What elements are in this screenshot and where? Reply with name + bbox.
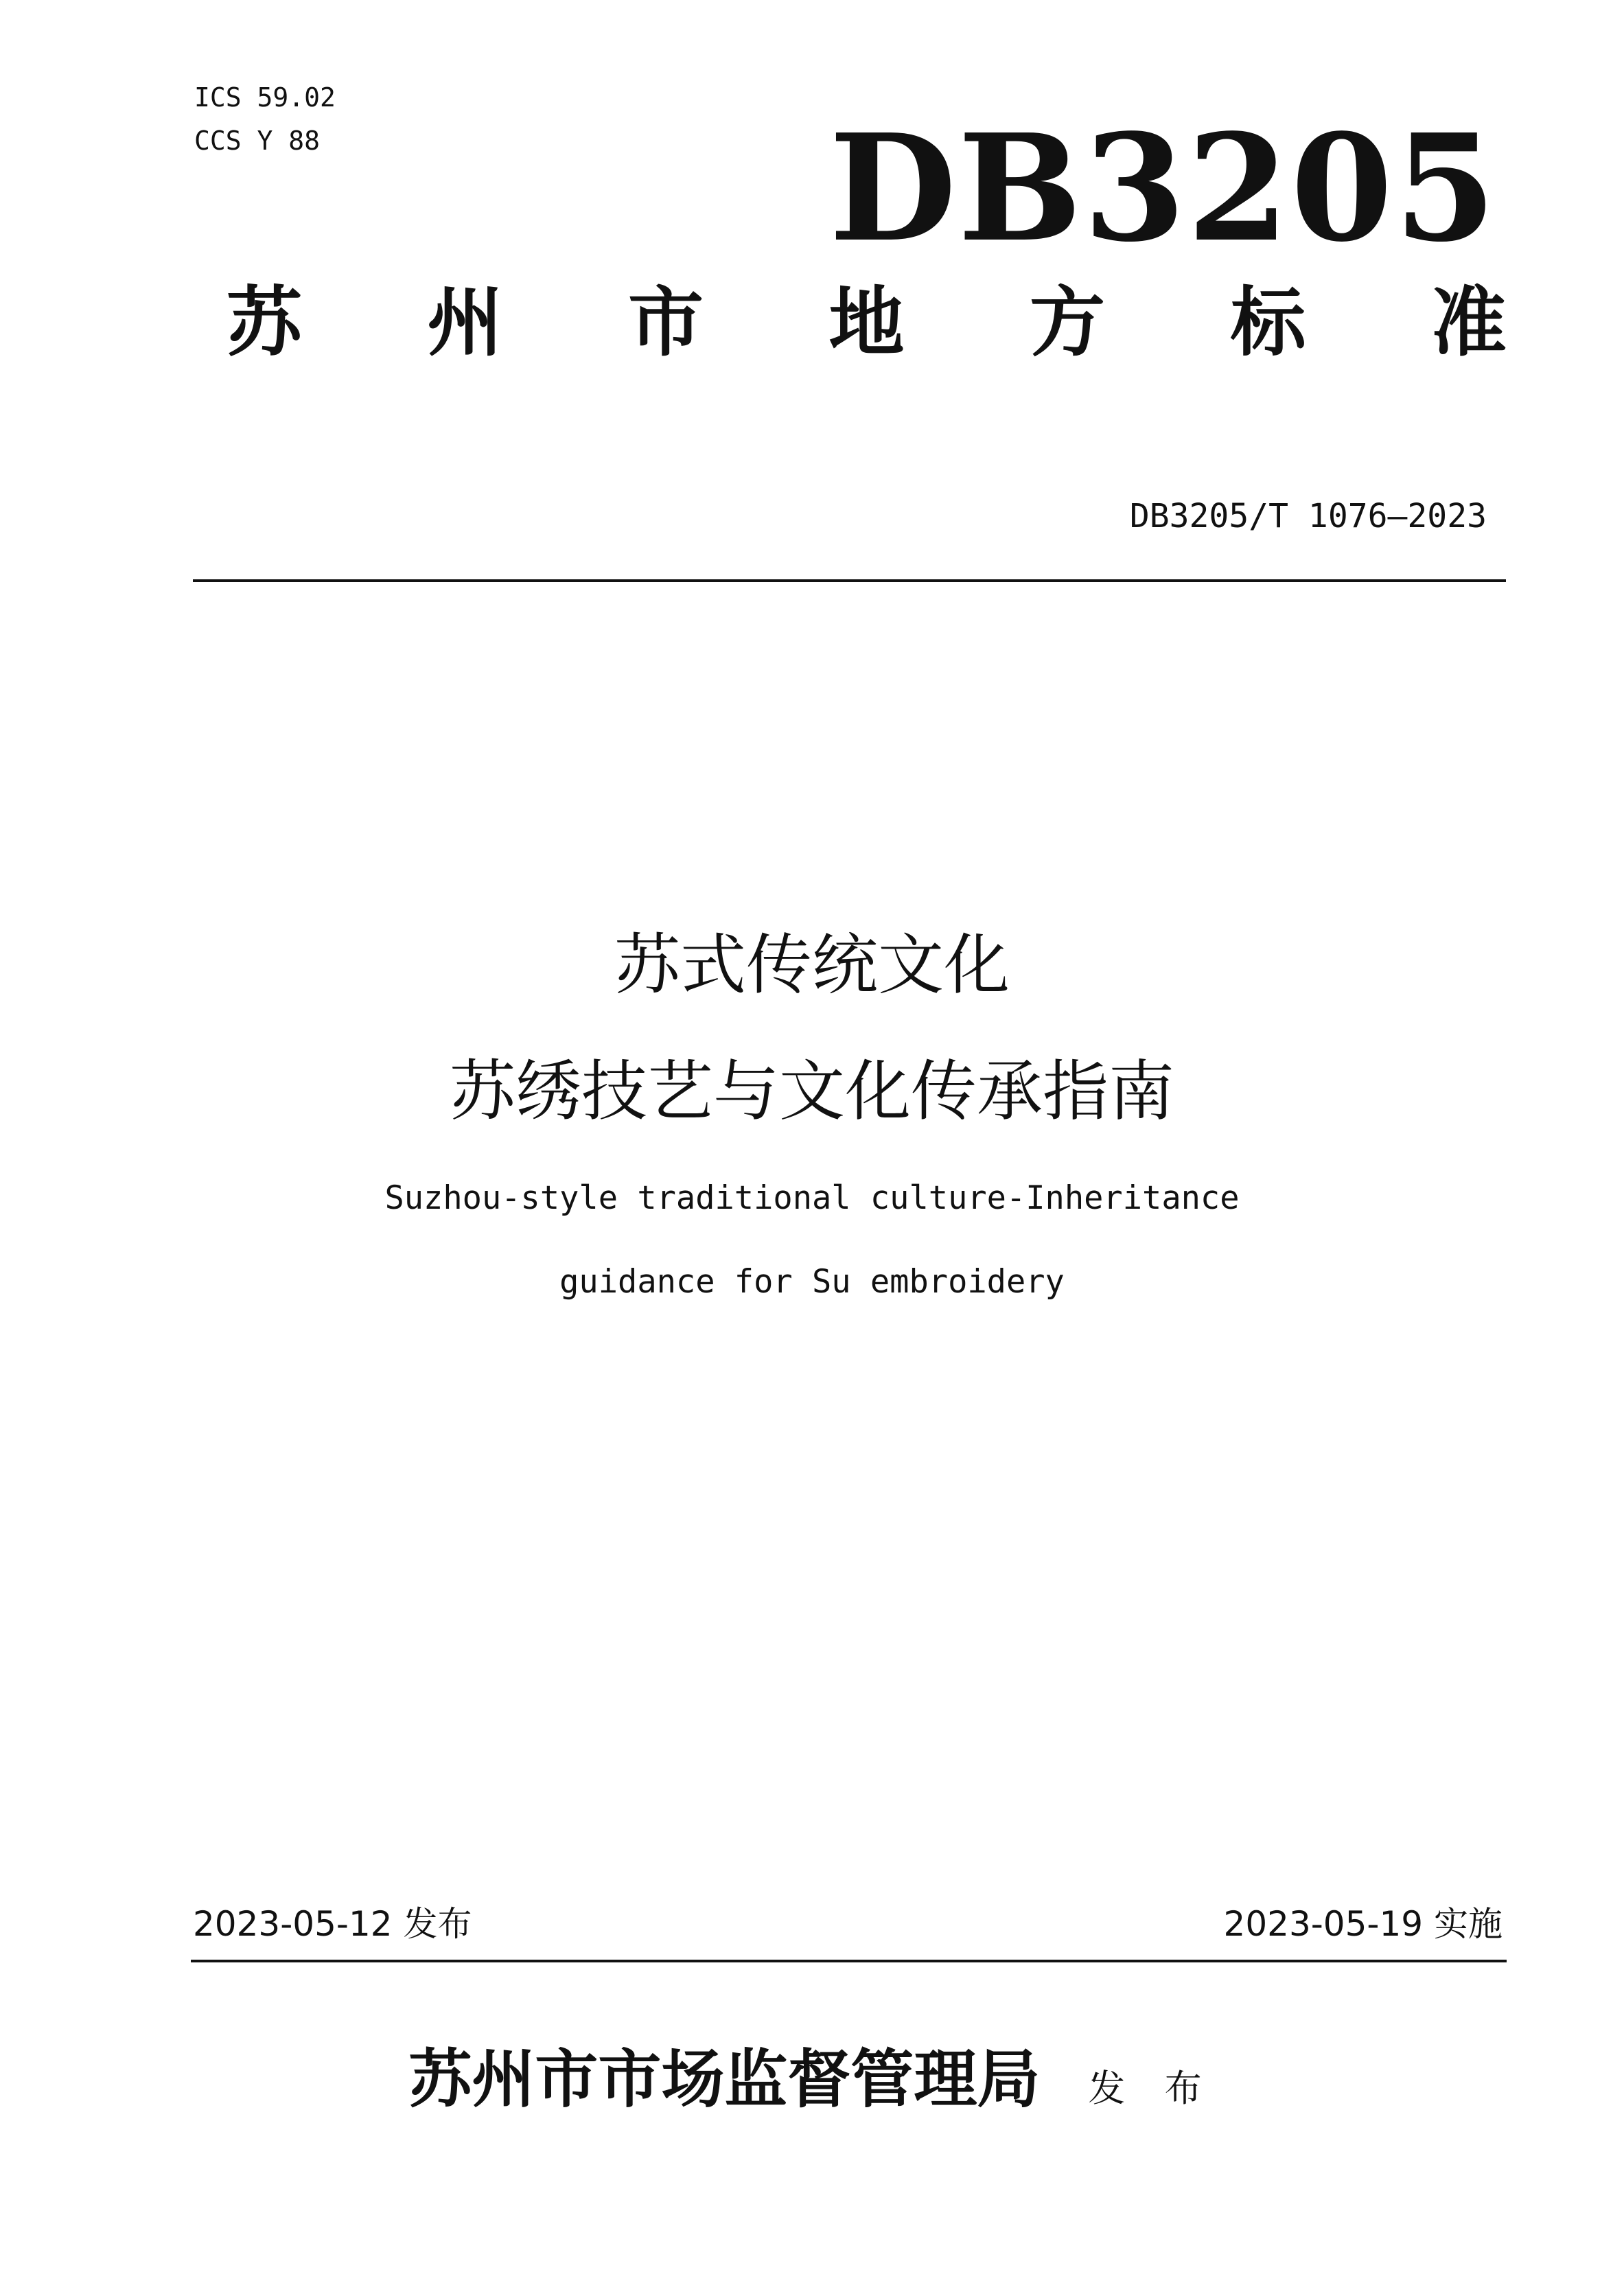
issuer-suffix: 发 布 [1088,2067,1216,2110]
standard-type-char: 标 [1230,278,1306,367]
top-divider [193,579,1506,582]
ccs-code: CCS Y 88 [194,126,321,156]
issuer-line [0,2041,1624,2126]
standard-type-char: 市 [628,278,704,367]
standard-number: DB3205/T 1076—2023 [1129,497,1487,535]
title-cn-line-2: 苏绣技艺与文化传承指南 [450,1053,1174,1130]
title-en-line-1: Suzhou-style traditional culture-Inheritance [384,1179,1240,1217]
standard-type-char: 方 [1030,278,1105,367]
bottom-divider [191,1960,1507,1962]
standard-type-char: 准 [1431,278,1507,367]
publish-date: 2023-05-12 发布 [193,1904,472,1944]
standard-type-char: 州 [427,278,503,367]
db-mark: DB3205 [828,102,1498,275]
title-cn-line-1: 苏式传统文化 [614,927,1010,1004]
standard-type-char: 苏 [227,278,302,367]
issuer-name: 苏州市市场监督管理局 [408,2042,1041,2116]
standard-type-heading [227,278,1507,367]
implement-date: 2023-05-19 实施 [1223,1904,1503,1944]
ics-code: ICS 59.02 [194,82,336,113]
standard-type-char: 地 [828,278,905,367]
title-en-line-2: guidance for Su embroidery [559,1263,1065,1301]
